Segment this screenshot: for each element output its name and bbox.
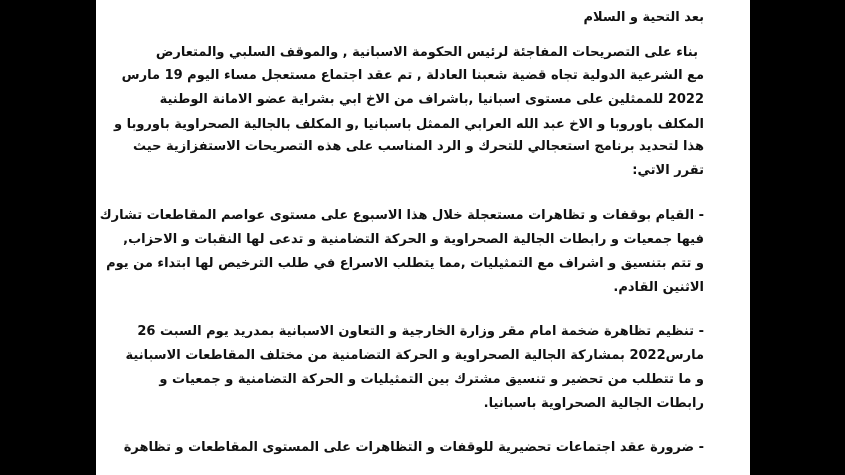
list-item-line: رابطات الجالية الصحراوية باسبانيا. xyxy=(483,396,704,411)
greeting: بعد التحية و السلام xyxy=(583,10,704,25)
intro-line: 2022 للممثلين على مستوى اسبانيا ,باشراف من الاخ ابي بشراية عضو الامانة الوطنية xyxy=(159,92,704,107)
list-item-line: و ما تتطلب من تحضير و تنسيق مشترك بين التمثيليات و الحركة التضامنية و جمعيات و xyxy=(159,372,704,387)
list-item-line: - تنظيم تظاهرة ضخمة امام مقر وزارة الخارجية و التعاون الاسبانية بمدريد يوم السبت 26 xyxy=(137,324,704,339)
list-item-line: مارس2022 بمشاركة الجالية الصحراوية و الحركة التضامنية من مختلف المقاطعات الاسبانية xyxy=(125,348,704,363)
intro-line: تقرر الاتي: xyxy=(632,163,704,178)
list-item-line: و تتم بتنسيق و اشراف مع التمثيليات ,مما يتطلب الاسراع في طلب الترخيص لها ابتداء من يوم xyxy=(106,256,704,271)
intro-line: هذا لتحديد برنامج استعجالي للتحرك و الرد المناسب على هذه التصريحات الاستفزازية حيث xyxy=(133,139,704,154)
intro-line: مع الشرعية الدولية تجاه قضية شعبنا العادلة , تم عقد اجتماع مستعجل مساء اليوم 19 مارس xyxy=(121,68,704,83)
list-item-line: فيها جمعيات و رابطات الجالية الصحراوية و الحركة التضامنية و تدعى لها النقبات و الاحزاب, xyxy=(123,232,704,247)
intro-line: المكلف باوروبا و الاخ عبد الله العرابي الممثل باسبانيا ,و المكلف بالجالية الصحراوية باوروبا و xyxy=(113,117,704,132)
list-item-line: الاثنين القادم. xyxy=(613,280,704,295)
intro-line: بناء على التصريحات المفاجئة لرئيس الحكومة الاسبانية , والموقف السلبي والمتعارض xyxy=(155,45,698,60)
document-page xyxy=(96,0,750,475)
list-item-line: - القيام بوقفات و تظاهرات مستعجلة خلال هذا الاسبوع على مستوى عواصم المقاطعات تشارك xyxy=(99,208,704,223)
list-item-line: - ضرورة عقد اجتماعات تحضيرية للوقفات و التظاهرات على المستوى المقاطعات و تظاهرة xyxy=(123,440,704,455)
letter-body xyxy=(96,0,750,475)
